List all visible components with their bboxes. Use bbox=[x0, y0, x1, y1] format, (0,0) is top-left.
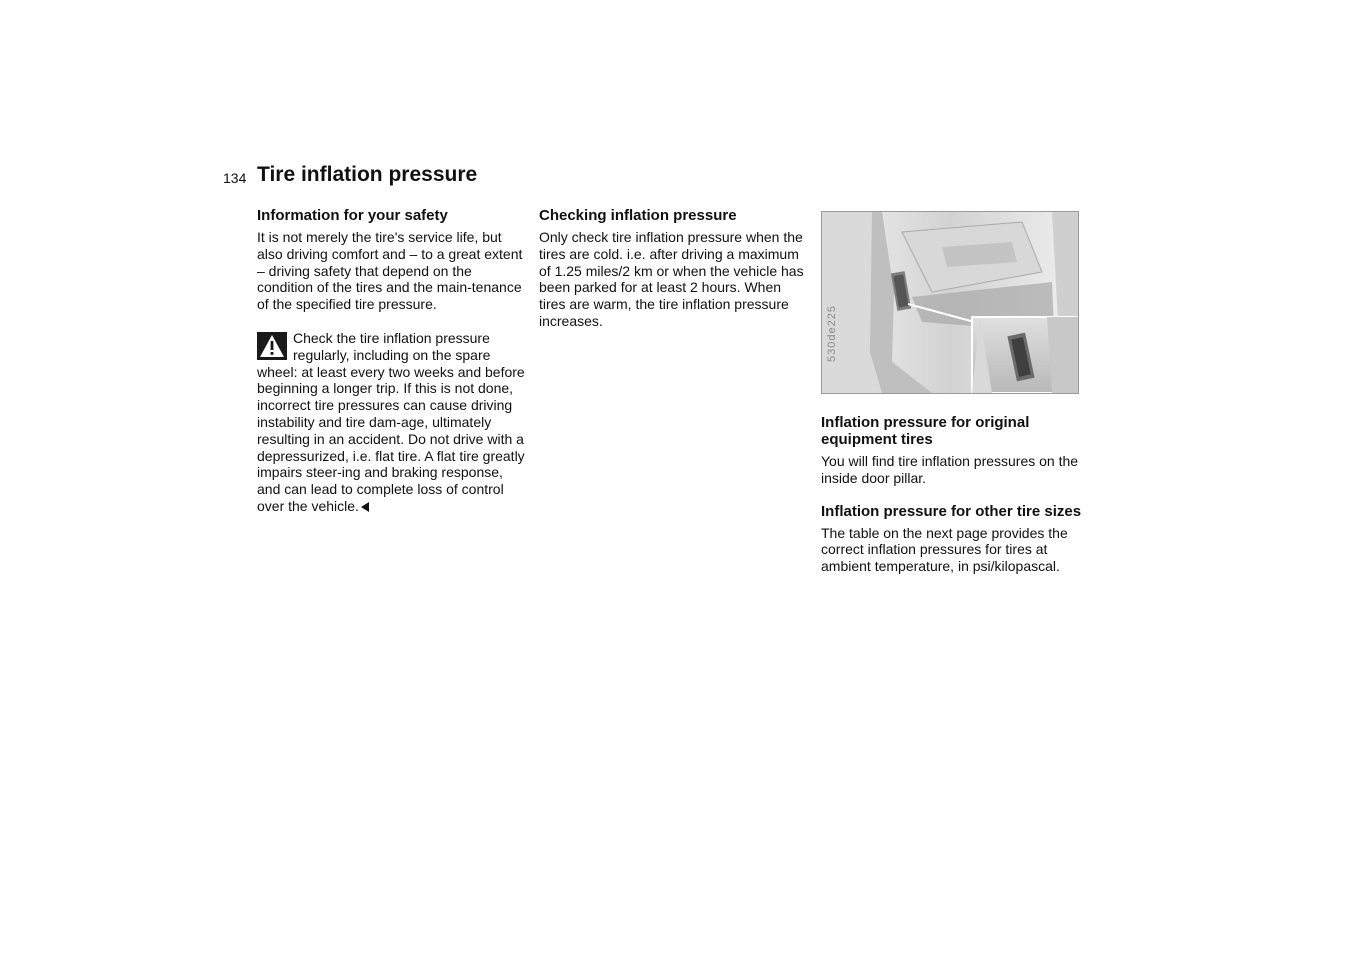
safety-section bbox=[257, 207, 527, 515]
end-mark-icon bbox=[361, 502, 369, 512]
original-tires-body: You will find tire inflation pressures on the inside door pillar. bbox=[821, 453, 1079, 486]
page-number: 134 bbox=[223, 170, 247, 186]
door-pillar-figure bbox=[821, 211, 1079, 394]
safety-heading: Information for your safety bbox=[257, 207, 448, 224]
warning-icon bbox=[257, 332, 287, 360]
warning-block bbox=[257, 330, 527, 515]
checking-section bbox=[539, 207, 809, 330]
safety-intro: It is not merely the tire's service life, but also driving comfort and – to a great extent – driving safety that depend on the condition of the tires and the main-tenance of the specified tire pressure. bbox=[257, 229, 523, 313]
door-pillar-illustration bbox=[822, 212, 1078, 393]
checking-heading: Checking inflation pressure bbox=[539, 207, 737, 224]
figure-code: 530de225 bbox=[826, 305, 838, 362]
original-tires-heading: Inflation pressure for original equipment tires bbox=[821, 414, 1030, 448]
other-tires-body: The table on the next page provides the correct inflation pressures for tires at ambient temperature, in psi/kilopascal. bbox=[821, 524, 1068, 575]
warning-text: Check the tire inflation pressure regularly, including on the spare wheel: at least every two weeks and before beginning a longer trip. If this is not done, incorrect tire pressures can cause driving instability and tire dam-age, ultimately resulting in an accident. Do not drive with a depressurized, i.e. flat tire. A flat tire greatly impairs steer-ing and braking response, and can lead to complete loss of control over the vehicle. bbox=[257, 329, 525, 514]
other-tires-heading: Inflation pressure for other tire sizes bbox=[821, 502, 1082, 520]
page-title: Tire inflation pressure bbox=[257, 163, 478, 186]
checking-body: Only check tire inflation pressure when the tires are cold. i.e. after driving a maximum of 1.25 miles/2 km or when the vehicle has been parked for at least 2 hours. When tires are warm, the tire inflation pressure increases. bbox=[539, 229, 804, 329]
pressure-section bbox=[821, 211, 1091, 575]
